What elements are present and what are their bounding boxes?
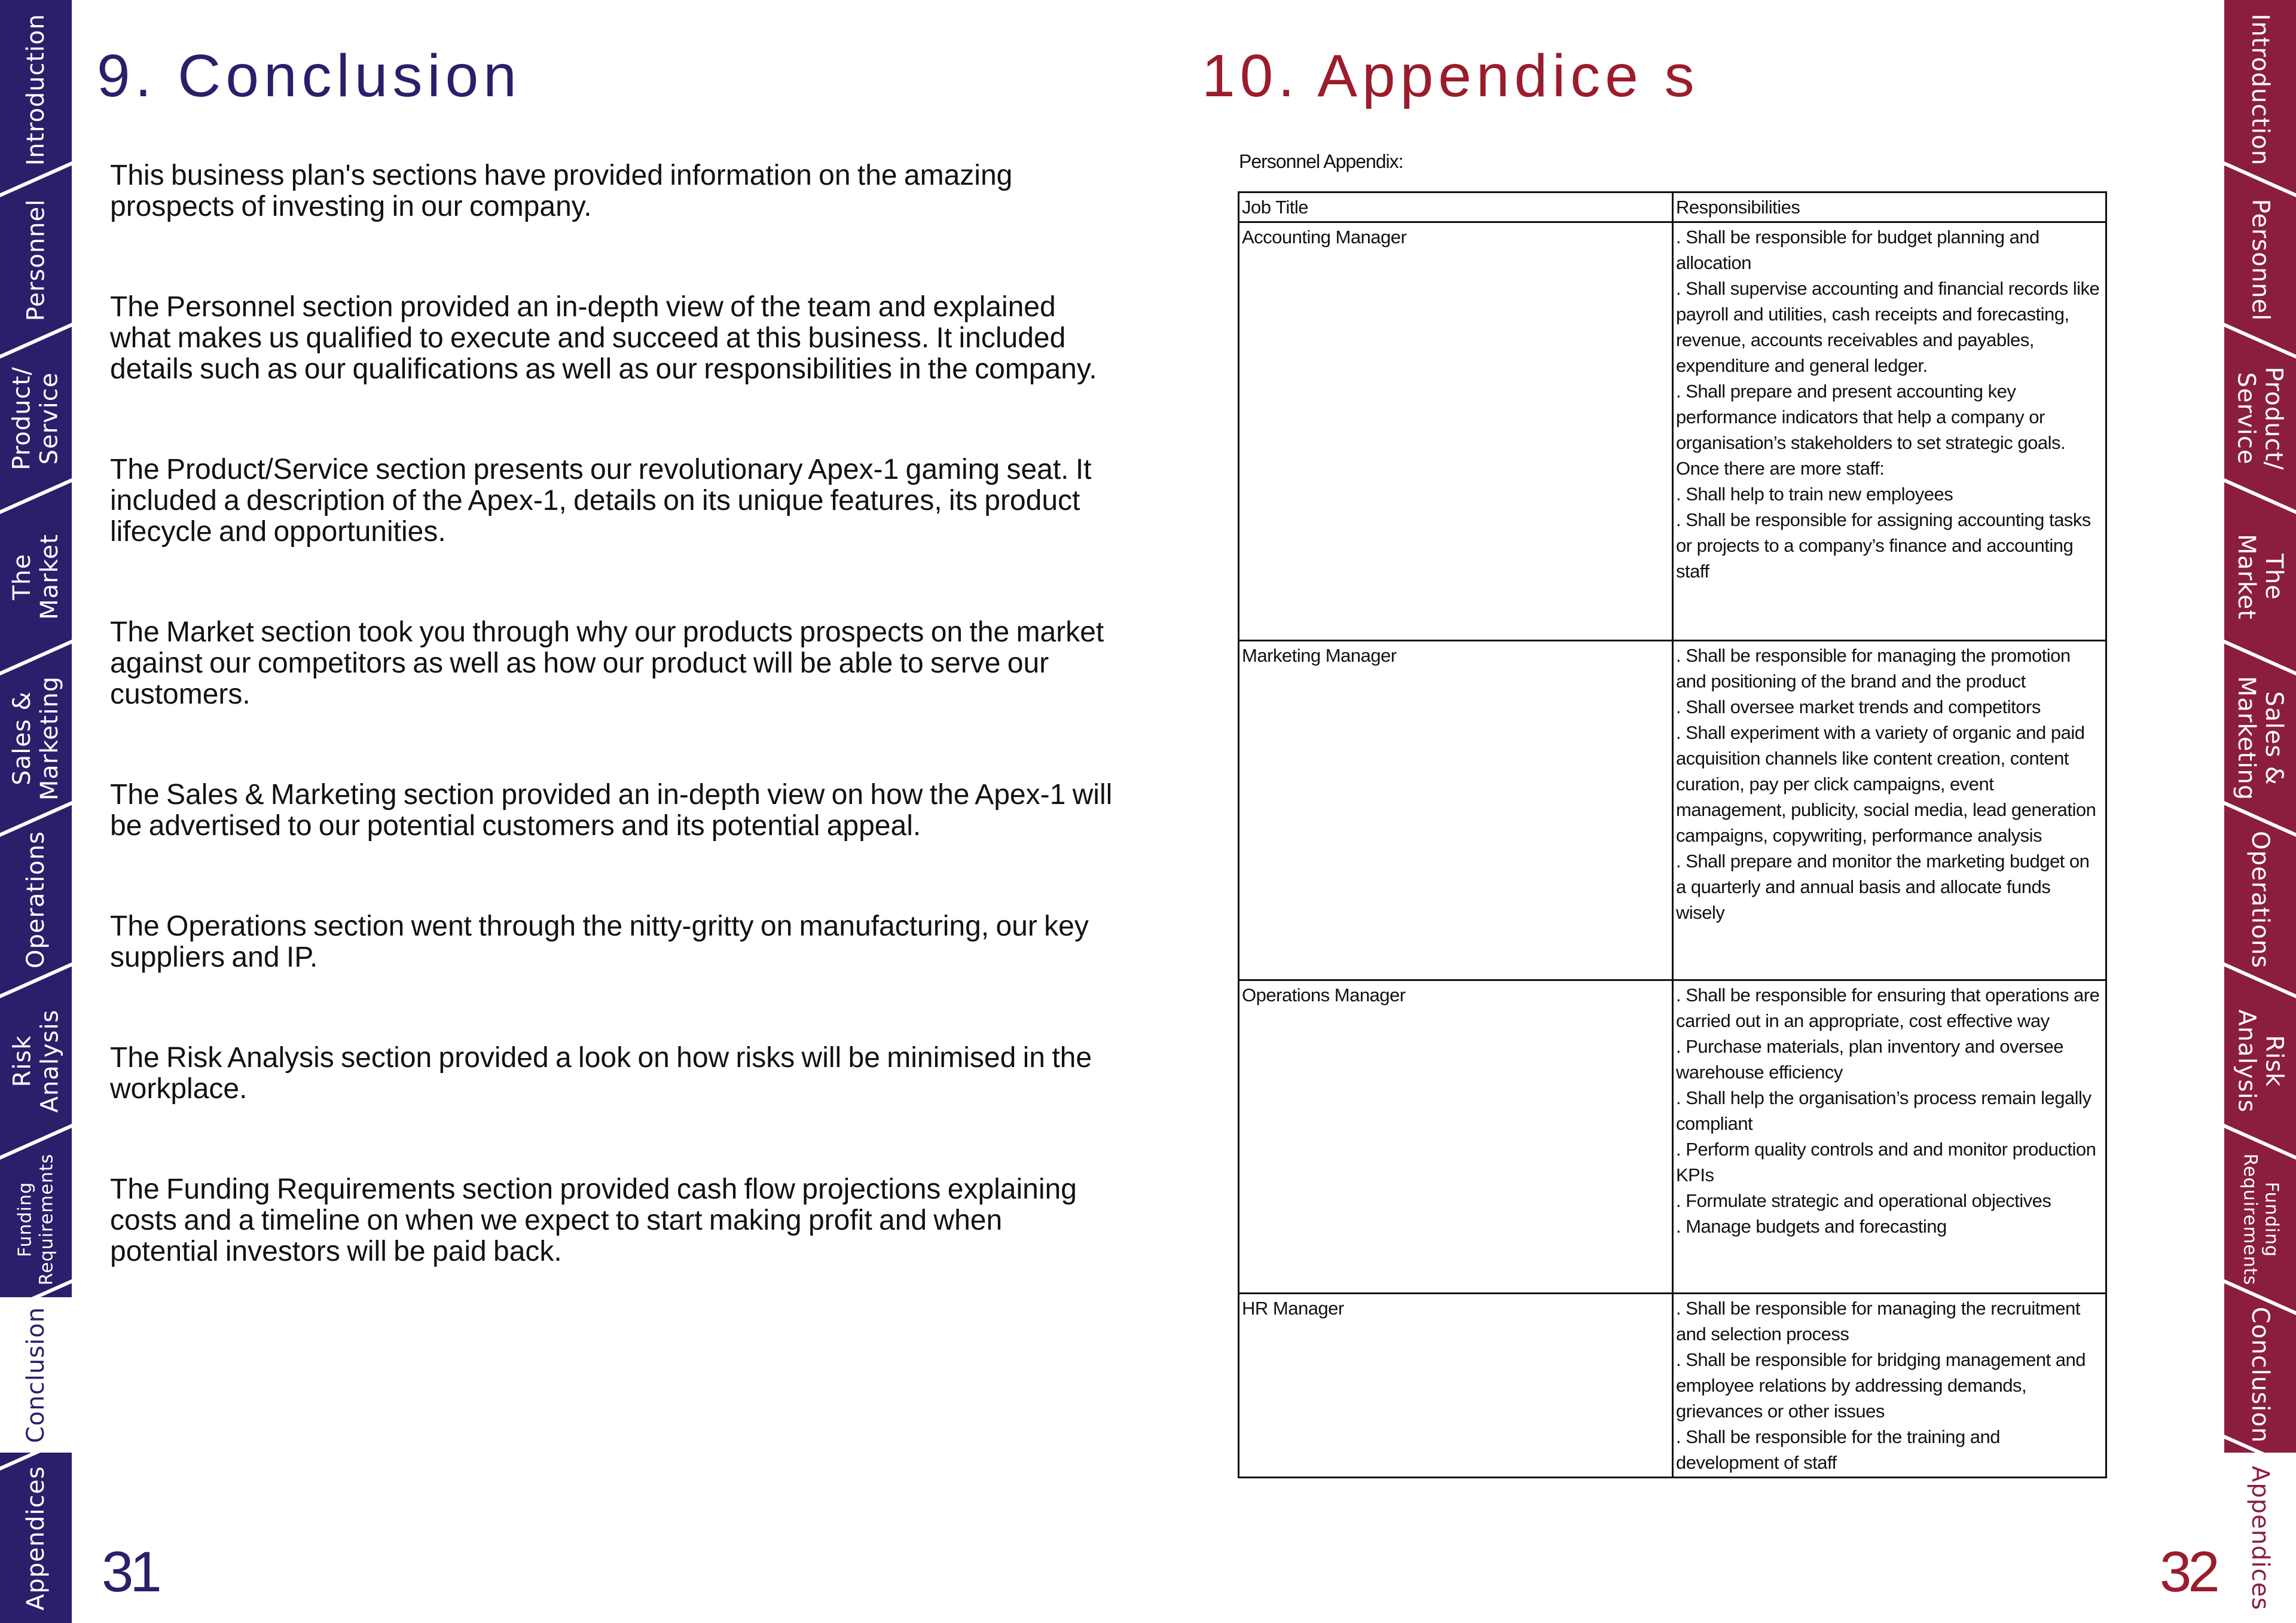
table-row bbox=[1239, 1294, 2106, 1478]
nav-tab-conclusion[interactable] bbox=[0, 1297, 72, 1453]
job-title-cell: Operations Manager bbox=[1239, 980, 1673, 1294]
responsibility-item: . Shall be responsible for managing the recruitment and selection process bbox=[1676, 1298, 2080, 1344]
nav-tab-label: Risk Analysis bbox=[2233, 1009, 2288, 1113]
nav-tab-label: Funding Requirements bbox=[14, 1153, 57, 1286]
conclusion-body bbox=[110, 160, 1115, 1337]
nav-tab-operations[interactable] bbox=[2224, 819, 2296, 980]
conclusion-paragraph: The Risk Analysis section provided a look on how risks will be minimised in the workplace. bbox=[110, 1042, 1092, 1105]
table-row bbox=[1239, 980, 2106, 1294]
responsibility-item: . Manage budgets and forecasting bbox=[1676, 1216, 1947, 1237]
responsibility-item: . Shall prepare and present accounting key performance indicators that help a company or organisation’s stakeholders to set strategic goals. bbox=[1676, 381, 2066, 453]
conclusion-paragraph: The Funding Requirements section provided cash flow projections explaining costs and a timeline on when we expect to start making profit and when potential investors will be paid back. bbox=[110, 1173, 1077, 1267]
nav-tab-risk-analysis[interactable] bbox=[0, 980, 72, 1142]
nav-tab-the-market[interactable] bbox=[0, 496, 72, 658]
conclusion-paragraph: The Operations section went through the nitty-gritty on manufacturing, our key suppliers and IP. bbox=[110, 910, 1089, 973]
nav-tab-sales-marketing[interactable] bbox=[2224, 658, 2296, 819]
responsibility-item: . Shall be responsible for the training and development of staff bbox=[1676, 1426, 2001, 1473]
nav-tab-label: Product/ Service bbox=[8, 366, 64, 470]
responsibility-item: . Shall oversee market trends and competitors bbox=[1676, 696, 2041, 717]
nav-tab-label: Introduction bbox=[2246, 13, 2274, 166]
nav-tab-label: Personnel bbox=[22, 198, 50, 322]
nav-tab-appendices[interactable] bbox=[0, 1453, 72, 1623]
conclusion-paragraph: The Sales & Marketing section provided an in-depth view on how the Apex-1 will be advertised to our potential customers and its potential appeal. bbox=[110, 779, 1113, 842]
nav-tab-funding-requirements[interactable] bbox=[0, 1142, 72, 1297]
nav-tab-label: Operations bbox=[22, 831, 50, 968]
conclusion-paragraph: This business plan's sections have provided information on the amazing prospects of investing in our company. bbox=[110, 160, 1013, 222]
nav-tab-introduction[interactable] bbox=[2224, 0, 2296, 179]
job-title-cell: HR Manager bbox=[1239, 1294, 1673, 1478]
nav-tab-label: Appendices bbox=[2246, 1465, 2274, 1610]
table-header-row bbox=[1239, 192, 2106, 222]
page-number-right: 32 bbox=[2160, 1540, 2216, 1604]
nav-tab-label: Sales & Marketing bbox=[2233, 676, 2288, 801]
nav-tab-funding-requirements[interactable] bbox=[2224, 1142, 2296, 1297]
responsibility-item: . Shall be responsible for managing the promotion and positioning of the brand and the product bbox=[1676, 645, 2071, 692]
responsibility-item: Once there are more staff: bbox=[1676, 458, 1885, 479]
responsibility-item: . Purchase materials, plan inventory and oversee warehouse efficiency bbox=[1676, 1036, 2064, 1083]
job-title-cell: Accounting Manager bbox=[1239, 222, 1673, 641]
nav-tab-label: Product/ Service bbox=[2233, 366, 2288, 470]
conclusion-paragraph: The Product/Service section presents our revolutionary Apex-1 gaming seat. It included a description of the Apex-1, details on its unique features, its product lifecycle and opportunities. bbox=[110, 454, 1092, 548]
responsibility-item: . Shall help the organisation’s process remain legally compliant bbox=[1676, 1087, 2092, 1134]
right-section-nav bbox=[2224, 0, 2296, 1623]
conclusion-paragraph: The Market section took you through why our products prospects on the market against our competitors as well as how our product will be able to serve our customers. bbox=[110, 616, 1104, 710]
nav-tab-personnel[interactable] bbox=[2224, 179, 2296, 341]
responsibilities-cell bbox=[1673, 222, 2106, 641]
nav-tab-label: Conclusion bbox=[2246, 1307, 2274, 1443]
nav-tab-product-service[interactable] bbox=[0, 341, 72, 496]
nav-tab-the-market[interactable] bbox=[2224, 496, 2296, 658]
nav-tab-label: Introduction bbox=[22, 13, 50, 166]
nav-tab-label: Personnel bbox=[2246, 198, 2274, 322]
responsibility-item: . Shall experiment with a variety of organic and paid acquisition channels like content creation, content curation, pay per click campaigns, event management, publicity, social media, lead generation campaigns, copywriting, performance analysis bbox=[1676, 722, 2096, 846]
left-section-nav bbox=[0, 0, 72, 1623]
nav-tab-product-service[interactable] bbox=[2224, 341, 2296, 496]
personnel-appendix-table bbox=[1238, 191, 2107, 1478]
responsibility-item: . Shall be responsible for budget planning and allocation bbox=[1676, 227, 2039, 273]
nav-tab-sales-marketing[interactable] bbox=[0, 658, 72, 819]
responsibility-item: . Shall be responsible for bridging management and employee relations by addressing demands, grievances or other issues bbox=[1676, 1349, 2086, 1422]
job-title-cell: Marketing Manager bbox=[1239, 641, 1673, 980]
responsibility-item: . Shall supervise accounting and financial records like payroll and utilities, cash receipts and forecasting, revenue, accounts receivables and payables, expenditure and general ledger. bbox=[1676, 278, 2100, 376]
header-job-title: Job Title bbox=[1239, 192, 1673, 222]
nav-tab-operations[interactable] bbox=[0, 819, 72, 980]
responsibility-item: . Shall prepare and monitor the marketing budget on a quarterly and annual basis and allocate funds wisely bbox=[1676, 851, 2090, 923]
nav-tab-conclusion[interactable] bbox=[2224, 1297, 2296, 1453]
responsibility-item: . Shall help to train new employees bbox=[1676, 484, 1953, 505]
nav-tab-label: The Market bbox=[2233, 534, 2288, 620]
conclusion-title: 9. Conclusion bbox=[97, 42, 521, 109]
nav-tab-label: Sales & Marketing bbox=[8, 676, 64, 801]
nav-tab-label: Appendices bbox=[22, 1465, 50, 1610]
responsibility-item: . Formulate strategic and operational objectives bbox=[1676, 1190, 2051, 1211]
responsibilities-cell bbox=[1673, 980, 2106, 1294]
page-number-left: 31 bbox=[102, 1540, 158, 1604]
nav-tab-label: The Market bbox=[8, 534, 63, 620]
nav-tab-introduction[interactable] bbox=[0, 0, 72, 179]
nav-tab-label: Funding Requirements bbox=[2239, 1153, 2282, 1286]
responsibility-item: . Perform quality controls and and monitor production KPIs bbox=[1676, 1139, 2096, 1185]
header-responsibilities: Responsibilities bbox=[1673, 192, 2106, 222]
appendices-title: 10. Appendice s bbox=[1202, 42, 1699, 109]
responsibilities-cell bbox=[1673, 1294, 2106, 1478]
nav-tab-label: Operations bbox=[2246, 831, 2274, 968]
nav-tab-personnel[interactable] bbox=[0, 179, 72, 341]
conclusion-paragraph: The Personnel section provided an in-depth view of the team and explained what makes us qualified to execute and succeed at this business. It included details such as our qualifications as well as our responsibilities in the company. bbox=[110, 291, 1097, 385]
responsibilities-cell bbox=[1673, 641, 2106, 980]
personnel-appendix-caption: Personnel Appendix: bbox=[1239, 151, 1403, 172]
table-row bbox=[1239, 222, 2106, 641]
nav-tab-risk-analysis[interactable] bbox=[2224, 980, 2296, 1142]
responsibility-item: . Shall be responsible for ensuring that operations are carried out in an appropriate, cost effective way bbox=[1676, 985, 2100, 1031]
nav-tab-label: Conclusion bbox=[22, 1307, 50, 1443]
responsibility-item: . Shall be responsible for assigning accounting tasks or projects to a company’s finance and accounting staff bbox=[1676, 509, 2091, 582]
table-row bbox=[1239, 641, 2106, 980]
nav-tab-label: Risk Analysis bbox=[8, 1009, 63, 1113]
nav-tab-appendices[interactable] bbox=[2224, 1453, 2296, 1623]
